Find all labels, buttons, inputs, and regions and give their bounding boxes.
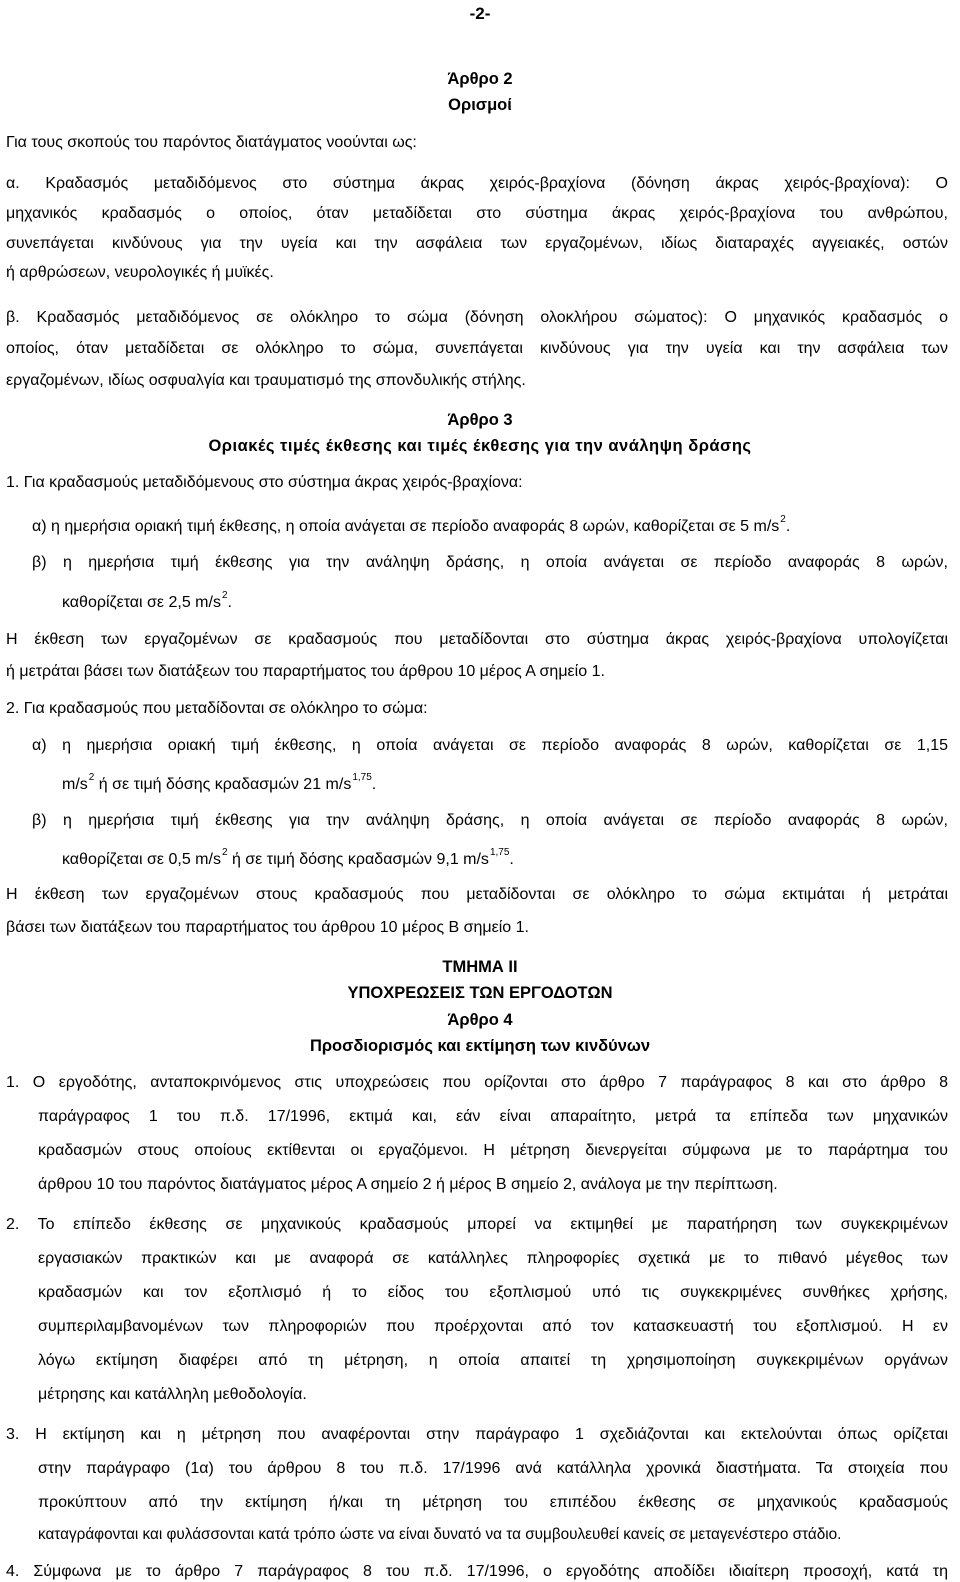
article-2-heading: Άρθρο 2 [447, 70, 513, 88]
article-4-paragraph-2-line: συμπεριλαμβανομένων των πληροφοριών που προέρχονται από τον κατασκευαστή του εξοπλισμού. Η εν [38, 1318, 948, 1335]
article-4-paragraph-2-line: εργασιακών πρακτικών και με αναφορά σε κατάλληλες πληροφορίες σχετικά με το πιθανό μέγεθος των [38, 1250, 948, 1267]
article-4-title: Προσδιορισμός και εκτίμηση των κινδύνων [309, 1037, 651, 1055]
article-4-paragraph-2-line: 2. Το επίπεδο έκθεσης σε μηχανικούς κραδασμούς μπορεί να εκτιμηθεί με παρατήρηση των συγκεκριμένων [6, 1216, 948, 1233]
article-4-paragraph-4-line: 4. Σύμφωνα με το άρθρο 7 παράγραφος 8 του π.δ. 17/1996, ο εργοδότης αποδίδει ιδιαίτερη προσοχή, κατά τη [6, 1563, 948, 1580]
section-heading: ΤΜΗΜΑ ΙΙ [442, 958, 518, 976]
whole-body-action-value-line: β) η ημερήσια τιμή έκθεσης για την ανάληψη δράσης, η οποία ανάγεται σε περίοδο αναφοράς 8 ωρών, [32, 812, 948, 829]
whole-body-limit-value-line: $m/s^2$ ή σε τιμή δόσης κραδασμών 21 $m/s^{1,75}$. [62, 772, 377, 793]
hand-arm-action-value-line: β) η ημερήσια τιμή έκθεσης για την ανάληψη δράσης, η οποία ανάγεται σε περίοδο αναφοράς 8 ωρών, [32, 554, 948, 571]
whole-body-limit-value-line: α) η ημερήσια οριακή τιμή έκθεσης, η οποία ανάγεται σε περίοδο αναφοράς 8 ωρών, καθορίζεται σε 1,15 [32, 737, 948, 754]
definition-b-line: β. Κραδασμός μεταδιδόμενος σε ολόκληρο το σώμα (δόνηση ολοκλήρου σώματος): Ο μηχανικός κραδασμός ο [6, 309, 948, 326]
article-4-paragraph-1-line: παράγραφος 1 του π.δ. 17/1996, εκτιμά και, εάν είναι απαραίτητο, μετρά τα επίπεδα των μηχανικών [38, 1108, 948, 1125]
hand-arm-limit-value: α) η ημερήσια οριακή τιμή έκθεσης, η οποία ανάγεται σε περίοδο αναφοράς 8 ωρών, καθορίζεται σε 5 $m/s^2$. [32, 514, 791, 535]
article-3-paragraph-2-text: Η έκθεση των εργαζομένων στους κραδασμούς που μεταδίδονται σε ολόκληρο το σώμα εκτιμάται ή μετράται [6, 886, 948, 903]
section-title: ΥΠΟΧΡΕΩΣΕΙΣ ΤΩΝ ΕΡΓΟΔΟΤΩΝ [347, 984, 613, 1002]
article-4-paragraph-2-line: μέτρησης και κατάλληλη μεθοδολογία. [38, 1386, 307, 1403]
article-4-paragraph-3-line: στην παράγραφο (1α) του άρθρου 8 του π.δ. 17/1996 ανά κατάλληλα χρονικά διαστήματα. Τα στοιχεία που [38, 1460, 948, 1477]
article-4-paragraph-2-line: λόγω εκτίμηση διαφέρει από τη μέτρηση, η οποία απαιτεί τη χρησιμοποίηση συγκεκριμένων οργάνων [38, 1352, 948, 1369]
article-2-intro: Για τους σκοπούς του παρόντος διατάγματος νοούνται ως: [6, 134, 417, 151]
article-3-paragraph-2-intro: 2. Για κραδασμούς που μεταδίδονται σε ολόκληρο το σώμα: [6, 700, 428, 717]
article-3-paragraph-1-intro: 1. Για κραδασμούς μεταδιδόμενους στο σύστημα άκρας χειρός-βραχίονα: [6, 474, 523, 491]
whole-body-action-value-line: καθορίζεται σε 0,5 $m/s^2$ ή σε τιμή δόσης κραδασμών 9,1 $m/s^{1,75}$. [62, 847, 514, 868]
article-4-heading: Άρθρο 4 [447, 1011, 513, 1029]
article-3-paragraph-1-text: ή μετράται βάσει των διατάξεων του παραρτήματος του άρθρου 10 μέρος Α σημείο 1. [6, 663, 605, 680]
definition-b-line: εργαζομένων, ιδίως οσφυαλγία και τραυματισμό της σπονδυλικής στήλης. [6, 372, 526, 389]
article-4-paragraph-1-line: κραδασμών στους οποίους εκτίθενται οι εργαζόμενοι. Η μέτρηση διενεργείται σύμφωνα με το παράρτημα του [38, 1142, 948, 1159]
article-3-paragraph-2-text: βάσει των διατάξεων του παραρτήματος του άρθρου 10 μέρος Β σημείο 1. [6, 919, 529, 936]
article-3-title: Οριακές τιμές έκθεσης και τιμές έκθεσης για την ανάληψη δράσης [208, 437, 752, 455]
article-4-paragraph-1-line: 1. Ο εργοδότης, ανταποκρινόμενος στις υποχρεώσεις που ορίζονται στο άρθρο 7 παράγραφος 8 και στο άρθρο 8 [6, 1074, 948, 1091]
article-4-paragraph-1-line: άρθρου 10 του παρόντος διατάγματος μέρος Α σημείο 2 ή μέρος Β σημείο 2, ανάλογα με την περίπτωση. [38, 1176, 778, 1193]
definition-b-line: οποίος, όταν μεταδίδεται σε ολόκληρο το σώμα, συνεπάγεται κινδύνους για την υγεία και την ασφάλεια των [6, 340, 948, 357]
definition-a-line: α. Κραδασμός μεταδιδόμενος στο σύστημα άκρας χειρός-βραχίονα (δόνηση άκρας χειρός-βραχίονα): Ο [6, 175, 948, 192]
article-4-paragraph-3-line: καταγράφονται και φυλάσσονται κατά τρόπο ώστε να είναι δυνατό να τα συμβουλευθεί κανείς σε μεταγενέστερο στάδιο. [38, 1526, 842, 1543]
article-3-paragraph-1-text: Η έκθεση των εργαζομένων σε κραδασμούς που μεταδίδονται στο σύστημα άκρας χειρός-βραχίονα υπολογίζεται [6, 631, 948, 648]
article-3-heading: Άρθρο 3 [447, 411, 513, 429]
article-4-paragraph-2-line: κραδασμών και τον εξοπλισμό ή το είδος του εξοπλισμού υπό τις συγκεκριμένες συνθήκες χρήσης, [38, 1284, 948, 1301]
article-2-title: Ορισμοί [448, 96, 512, 114]
hand-arm-action-value-line: καθορίζεται σε 2,5 $m/s^2$. [62, 590, 232, 611]
article-4-paragraph-3-line: προκύπτουν από την εκτίμηση ή/και τη μέτρηση του επιπέδου έκθεσης σε μηχανικούς κραδασμούς [38, 1494, 948, 1511]
definition-a-line: ή αρθρώσεων, νευρολογικές ή μυϊκές. [6, 264, 274, 281]
definition-a-line: μηχανικός κραδασμός ο οποίος, όταν μεταδίδεται στο σύστημα άκρας χειρός-βραχίονα του ανθρώπου, [6, 205, 948, 222]
article-4-paragraph-3-line: 3. Η εκτίμηση και η μέτρηση που αναφέρονται στην παράγραφο 1 σχεδιάζονται και εκτελούνται όπως ορίζεται [6, 1426, 948, 1443]
definition-a-line: συνεπάγεται κινδύνους για την υγεία και την ασφάλεια των εργαζομένων, ιδίως διαταραχές αγγειακές, οστών [6, 235, 948, 252]
page-number: -2- [469, 4, 491, 23]
